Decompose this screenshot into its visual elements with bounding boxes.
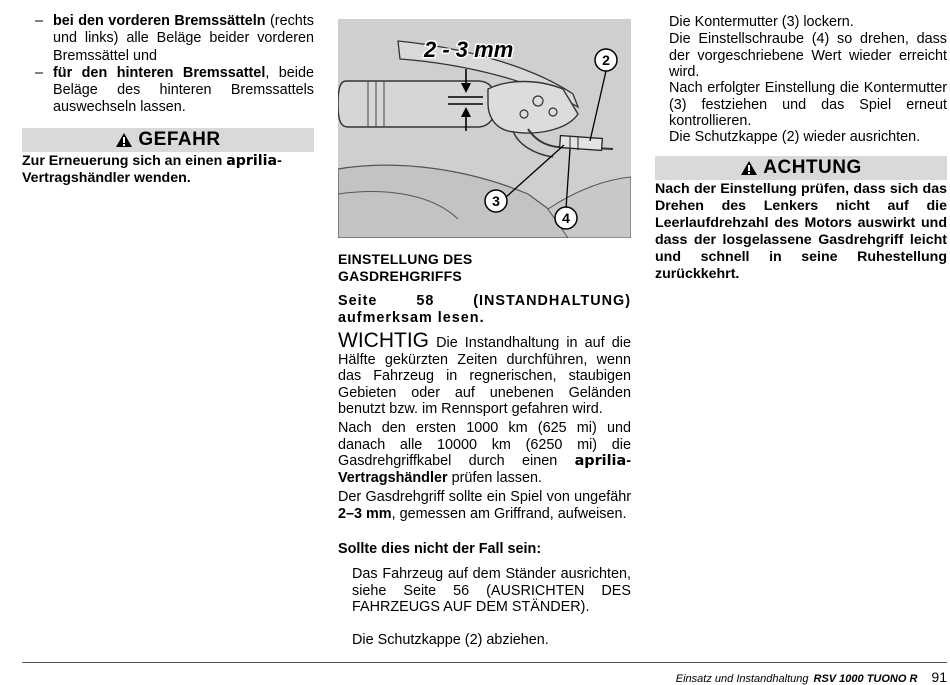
step-tighten-nut: Nach erfolgter Einstellung die Kontermutter (3) festziehen und das Spiel erneut kontrollieren.: [669, 80, 947, 130]
list-item: [22, 13, 314, 65]
list-item-bold: bei den vorderen Bremssätteln: [53, 13, 266, 29]
callout-2: 2: [602, 52, 610, 68]
list-item-text: , beide Beläge des hinteren Bremssattels auswechseln lassen.: [53, 64, 314, 116]
wichtig-paragraph: WICHTIG Die Instandhaltung in auf die Hälfte gekürzten Zeiten durchführen, wenn das Fahrzeug in regnerischen, staubigen Gebieten oder auf unebenen Geländen benutzt bzw. im Rennsport gefahren wird.: [338, 329, 631, 418]
list-item: [22, 65, 314, 117]
step-remove-cap: Die Schutzkappe (2) abziehen.: [352, 632, 549, 648]
callout-4: 4: [562, 210, 570, 226]
section-heading: EINSTELLUNG DES GASDREHGRIFFS: [338, 251, 473, 284]
caution-text: Nach der Einstellung prüfen, dass sich das Drehen des Lenkers nicht auf die Leerlaufdrehzahl des Motors auswirkt und dass der losgelassene Gasdrehgriff leicht und schnell in seine Ruhestellung zurückkehrt.: [655, 181, 947, 282]
warning-triangle-icon: [740, 160, 758, 176]
throttle-grip-drawing: [338, 19, 631, 238]
brake-pad-list: [22, 13, 314, 117]
footer-model: RSV 1000 TUONO R: [813, 673, 918, 685]
step-loosen-nut: Die Kontermutter (3) lockern.: [669, 14, 854, 30]
warning-triangle-icon: [115, 132, 133, 148]
page-footer: [676, 669, 947, 685]
list-item-text: (rechts und links) alle Beläge beider vorderen Bremssättel und: [53, 13, 314, 64]
caution-banner: [655, 156, 947, 180]
play-paragraph: Der Gasdrehgriff sollte ein Spiel von ungefähr 2–3 mm, gemessen am Griffrand, aufweisen.: [338, 489, 631, 522]
inspection-paragraph: Nach den ersten 1000 km (625 mi) und danach alle 10000 km (6250 mi) die Gasdrehgriffkabel durch einen aprilia-Vertragshändler prüfen lassen.: [338, 420, 631, 486]
footer-divider: [22, 662, 947, 663]
maintenance-reference: Seite 58 (INSTANDHALTUNG) aufmerksam lesen.: [338, 293, 631, 326]
throttle-grip-illustration: [338, 19, 631, 238]
step-turn-screw: Die Einstellschraube (4) so drehen, dass der vorgeschriebene Wert wieder erreicht wird.: [669, 31, 947, 81]
danger-title: GEFAHR: [138, 129, 221, 150]
danger-banner: [22, 128, 314, 152]
step-align-vehicle: Das Fahrzeug auf dem Ständer ausrichten, siehe Seite 56 (AUSRICHTEN DES FAHRZEUGS AUF DEM STÄNDER).: [352, 566, 631, 616]
condition-line: Sollte dies nicht der Fall sein:: [338, 541, 542, 557]
callout-3: 3: [492, 193, 500, 209]
step-realign-cap: Die Schutzkappe (2) wieder ausrichten.: [669, 129, 921, 145]
list-dash: –: [35, 64, 44, 81]
list-dash: –: [35, 13, 44, 29]
measure-label: 2 - 3 mm: [424, 37, 514, 62]
list-item-bold: für den hinteren Bremssattel: [53, 64, 266, 81]
caution-title: ACHTUNG: [763, 157, 862, 178]
brand-aprilia: aprilia: [226, 153, 278, 169]
danger-text: Zur Erneuerung sich an einen aprilia-Vertragshändler wenden.: [22, 153, 282, 186]
page-number: 91: [931, 669, 947, 685]
wichtig-label: WICHTIG: [338, 329, 429, 352]
footer-section: Einsatz und Instandhaltung: [675, 673, 809, 685]
brand-aprilia: aprilia: [574, 453, 627, 470]
